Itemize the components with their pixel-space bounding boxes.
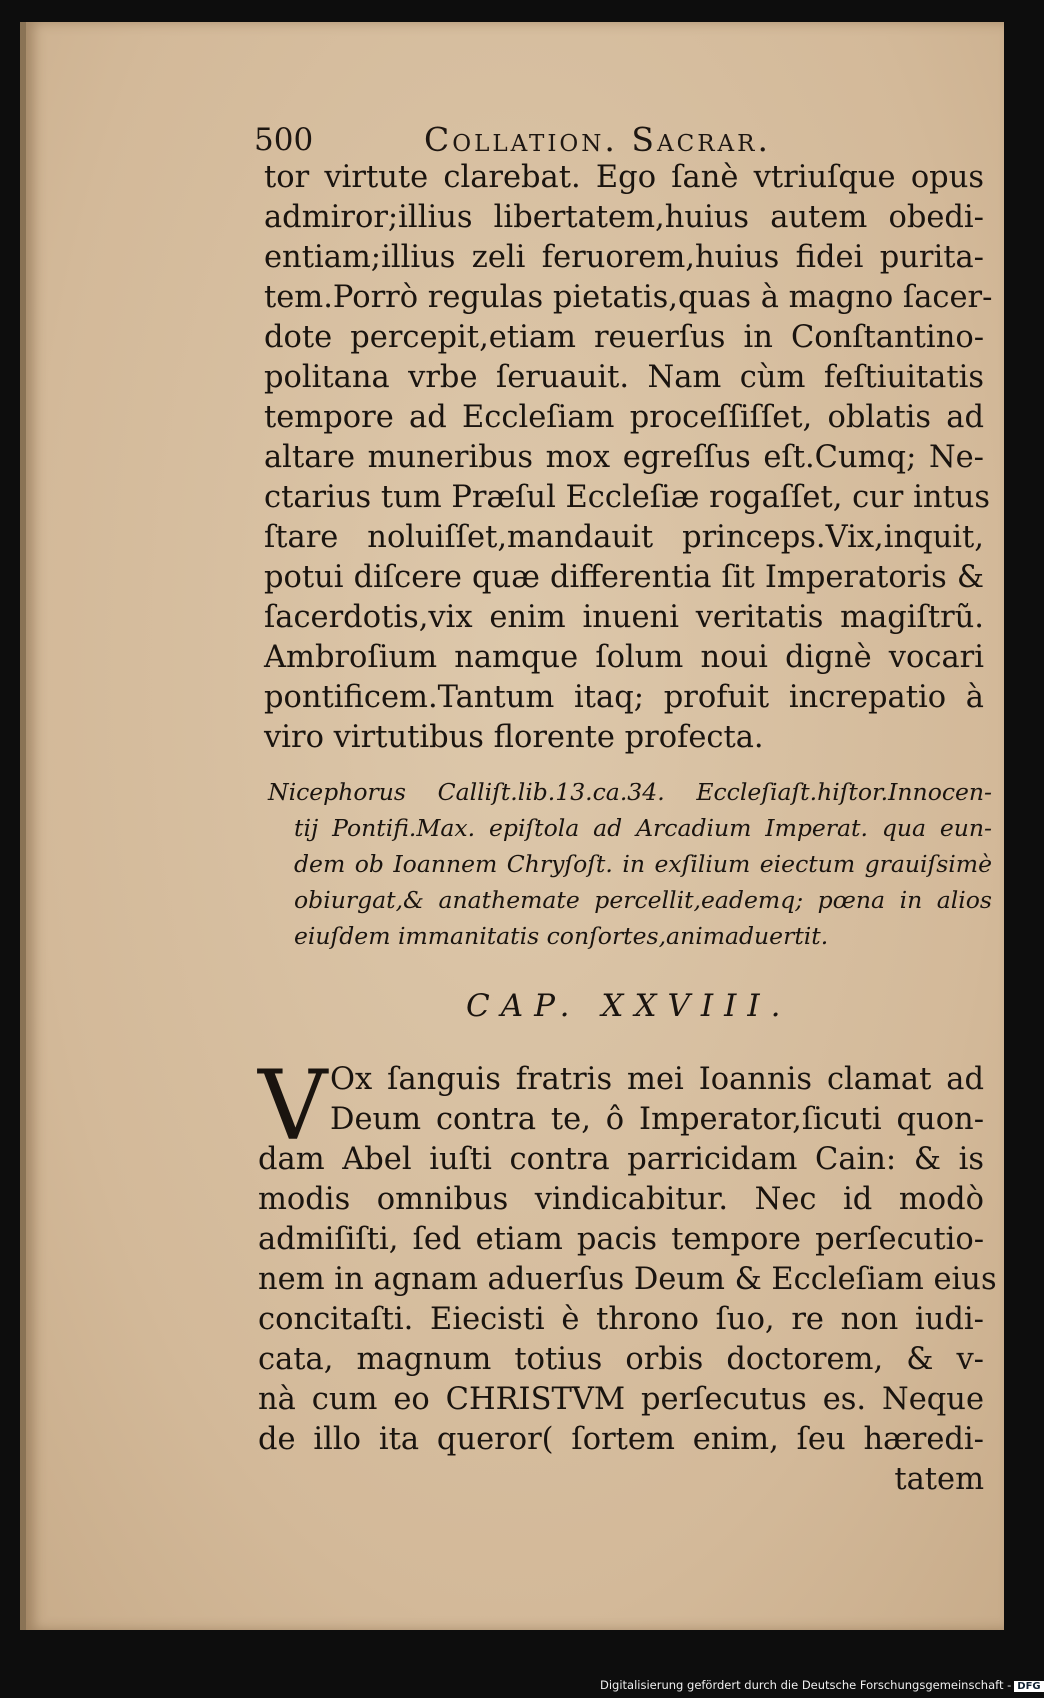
page-number: 500	[254, 122, 314, 158]
text-line: politana vrbe ſeruauit. Nam cùm feſtiuitatis	[264, 360, 984, 395]
text-line: de illo ita queror( ſortem enim, ſeu hæredi-	[258, 1422, 984, 1457]
drop-cap: V	[258, 1050, 328, 1162]
text-line: nà cum eo CHRISTVM perſecutus es. Neque	[258, 1382, 984, 1417]
text-line: dote percepit,etiam reuerſus in Conſtantino-	[264, 320, 984, 355]
side-note	[268, 774, 992, 954]
text-line: tem.Porrò regulas pietatis,quas à magno ſacer-	[264, 280, 993, 315]
text-line: Deum contra te, ô Imperator,ſicuti quon-	[330, 1102, 984, 1137]
text-line: Ox ſanguis fratris mei Ioannis clamat ad	[330, 1062, 984, 1097]
text-line: nem in agnam aduerſus Deum & Eccleſiam eius	[258, 1262, 997, 1297]
book-page	[20, 22, 1004, 1630]
footer-credit: Digitalisierung gefördert durch die Deutsche Forschungsgemeinschaft -	[600, 1678, 1012, 1692]
note-line: tij Pontifi.Max. epiſtola ad Arcadium Imperat. qua eun-	[294, 814, 992, 842]
text-line: concitaſti. Eiecisti è throno ſuo, re non iudi-	[258, 1302, 984, 1337]
chapter-heading: CAP. XXVIII.	[466, 988, 792, 1024]
running-title: Collation. Sacrar.	[424, 120, 771, 159]
text-line: ctarius tum Præſul Eccleſiæ rogaſſet, cur intus	[264, 480, 991, 515]
note-line: Nicephorus Calliſt.lib.13.ca.34. Eccleſiaſt.hiſtor.Innocen-	[268, 778, 992, 806]
text-line: pontificem.Tantum itaq; profuit increpatio à	[264, 680, 984, 715]
note-line: dem ob Ioannem Chryſoſt. in exſilium eiectum grauiſsimè	[294, 850, 992, 878]
chapter-text	[258, 1050, 997, 1500]
note-line: eiuſdem immanitatis conſortes,animaduertit.	[294, 922, 829, 950]
text-line: tor virtute clarebat. Ego ſanè vtriuſque opus	[264, 160, 984, 195]
text-line: ſacerdotis,vix enim inueni veritatis magiſtrũ.	[264, 600, 984, 635]
main-text	[264, 158, 993, 758]
catchword: tatem	[894, 1462, 984, 1497]
text-line: ſtare noluiſſet,mandauit princeps.Vix,inquit,	[264, 520, 984, 555]
text-line: modis omnibus vindicabitur. Nec id modò	[258, 1182, 984, 1217]
text-line: entiam;illius zeli feruorem,huius fidei purita-	[264, 240, 984, 275]
text-line: admiror;illius libertatem,huius autem obedi-	[264, 200, 984, 235]
text-line: Ambroſium namque ſolum noui dignè vocari	[264, 640, 984, 675]
dfg-logo-icon: DFG	[1014, 1681, 1043, 1692]
text-line: viro virtutibus florente profecta.	[264, 720, 764, 755]
digitization-footer	[600, 1678, 1041, 1692]
text-line: cata, magnum totius orbis doctorem, & v-	[258, 1342, 984, 1377]
text-line: tempore ad Eccleſiam proceſſiſſet, oblatis ad	[264, 400, 984, 435]
text-line: admiſiſti, ſed etiam pacis tempore perſecutio-	[258, 1222, 984, 1257]
text-line: dam Abel iuſti contra parricidam Cain: & is	[258, 1142, 984, 1177]
text-line: altare muneribus mox egreſſus eſt.Cumq; Ne-	[264, 440, 984, 475]
note-line: obiurgat,& anathemate percellit,eademq; pœna in alios	[294, 886, 992, 914]
text-line: potui diſcere quæ differentia ſit Imperatoris &	[264, 560, 984, 595]
